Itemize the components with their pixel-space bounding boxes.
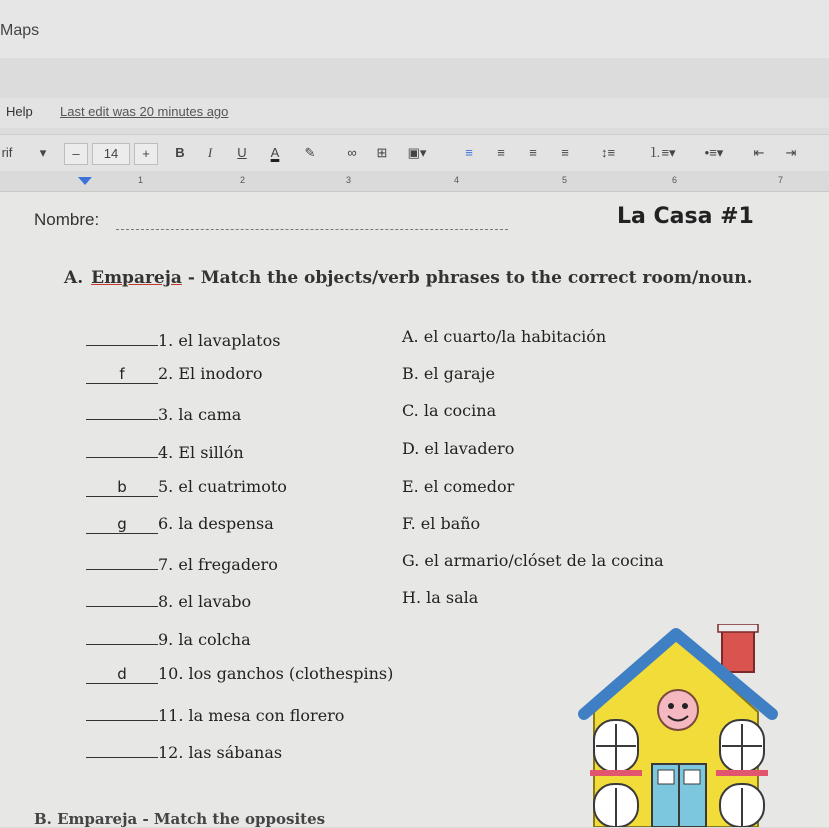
list-item: [86, 327, 280, 351]
section-a-instruction: - Match the objects/verb phrases to the correct room/noun.: [181, 268, 753, 288]
numbered-list-icon[interactable]: ⒈≡▾: [648, 145, 676, 160]
item-text: 12. las sábanas: [158, 743, 283, 762]
item-text: 9. la colcha: [158, 630, 251, 649]
app-title: Maps: [0, 22, 40, 39]
list-item: [86, 514, 274, 538]
item-text: 4. El sillón: [158, 443, 244, 462]
answer-blank[interactable]: [86, 401, 158, 420]
align-left-icon[interactable]: ≡: [465, 145, 473, 160]
item-text: 1. el lavaplatos: [158, 331, 281, 350]
insert-comment-icon[interactable]: ⊞: [376, 145, 388, 160]
item-text: 11. la mesa con florero: [158, 706, 345, 725]
ruler-number: 3: [346, 175, 352, 185]
house-clipart-icon: [562, 624, 790, 827]
option-item: G. el armario/clóset de la cocina: [402, 551, 664, 570]
font-size-input[interactable]: 14: [92, 143, 130, 165]
item-text: 6. la despensa: [158, 514, 274, 533]
option-item: D. el lavadero: [402, 439, 515, 458]
bold-button[interactable]: B: [175, 145, 185, 160]
ruler: [0, 171, 829, 192]
underline-button[interactable]: U: [237, 145, 247, 160]
answer-blank[interactable]: [86, 439, 158, 458]
italic-button[interactable]: I: [207, 145, 213, 160]
menu-help[interactable]: Help: [6, 104, 33, 119]
align-center-icon[interactable]: ≡: [497, 145, 505, 160]
ruler-number: 2: [240, 175, 246, 185]
answer-blank[interactable]: [86, 588, 158, 607]
section-a-heading: [64, 268, 753, 288]
increase-font-size-button[interactable]: +: [134, 143, 158, 165]
list-item: [86, 551, 278, 575]
option-item: B. el garaje: [402, 364, 495, 383]
align-right-icon[interactable]: ≡: [529, 145, 537, 160]
nombre-blank[interactable]: [116, 229, 508, 230]
answer-blank[interactable]: [86, 739, 158, 758]
answer-blank[interactable]: [86, 626, 158, 645]
answer-blank[interactable]: g: [86, 515, 158, 534]
ruler-number: 1: [138, 175, 144, 185]
text-color-button[interactable]: A: [270, 145, 280, 160]
list-item: [86, 739, 282, 763]
ruler-number: 4: [454, 175, 460, 185]
list-item: [86, 664, 393, 688]
ruler-number: 7: [778, 175, 784, 185]
option-item: F. el baño: [402, 514, 481, 533]
increase-indent-icon[interactable]: ⇥: [785, 145, 797, 160]
decrease-indent-icon[interactable]: ⇤: [753, 145, 765, 160]
item-text: 2. El inodoro: [158, 364, 263, 383]
font-name-dropdown[interactable]: rif: [1, 145, 13, 160]
decrease-font-size-button[interactable]: –: [64, 143, 88, 165]
nombre-label: Nombre:: [34, 210, 100, 229]
item-text: 7. el fregadero: [158, 555, 278, 574]
section-a-keyword: Empareja: [91, 268, 182, 288]
option-item: E. el comedor: [402, 477, 515, 496]
list-item: [86, 588, 251, 612]
highlight-color-icon[interactable]: ✎: [304, 145, 316, 160]
list-item: [86, 477, 287, 501]
app-header: [0, 0, 829, 58]
page-title: La Casa #1: [617, 204, 754, 229]
toolbar: [0, 134, 829, 172]
answer-blank[interactable]: [86, 327, 158, 346]
answer-blank[interactable]: f: [86, 365, 158, 384]
ruler-number: 6: [672, 175, 678, 185]
list-item: [86, 439, 244, 463]
list-item: [86, 702, 344, 726]
last-edit-link[interactable]: Last edit was 20 minutes ago: [60, 104, 229, 119]
section-b-heading: B. Empareja - Match the opposites: [34, 810, 326, 828]
option-item: C. la cocina: [402, 401, 497, 420]
line-spacing-icon[interactable]: ↕≡: [600, 145, 616, 160]
bulleted-list-icon[interactable]: •≡▾: [704, 145, 724, 160]
item-text: 5. el cuatrimoto: [158, 477, 287, 496]
option-item: H. la sala: [402, 588, 479, 607]
insert-link-icon[interactable]: ∞: [347, 145, 357, 160]
answer-blank[interactable]: [86, 702, 158, 721]
ruler-number: 5: [562, 175, 568, 185]
answer-blank[interactable]: [86, 551, 158, 570]
item-text: 3. la cama: [158, 405, 242, 424]
insert-image-icon[interactable]: ▣▾: [407, 145, 427, 160]
item-text: 8. el lavabo: [158, 592, 252, 611]
menubar: [0, 98, 829, 128]
answer-blank[interactable]: b: [86, 478, 158, 497]
option-item: A. el cuarto/la habitación: [402, 327, 607, 346]
indent-marker-icon[interactable]: [78, 177, 92, 185]
font-dropdown-arrow-icon[interactable]: ▾: [39, 145, 47, 160]
section-a-letter: A.: [64, 268, 84, 288]
item-text: 10. los ganchos (clothespins): [158, 664, 394, 683]
list-item: [86, 626, 251, 650]
answer-blank[interactable]: d: [86, 665, 158, 684]
align-justify-icon[interactable]: ≡: [561, 145, 569, 160]
list-item: [86, 401, 241, 425]
list-item: [86, 364, 262, 388]
